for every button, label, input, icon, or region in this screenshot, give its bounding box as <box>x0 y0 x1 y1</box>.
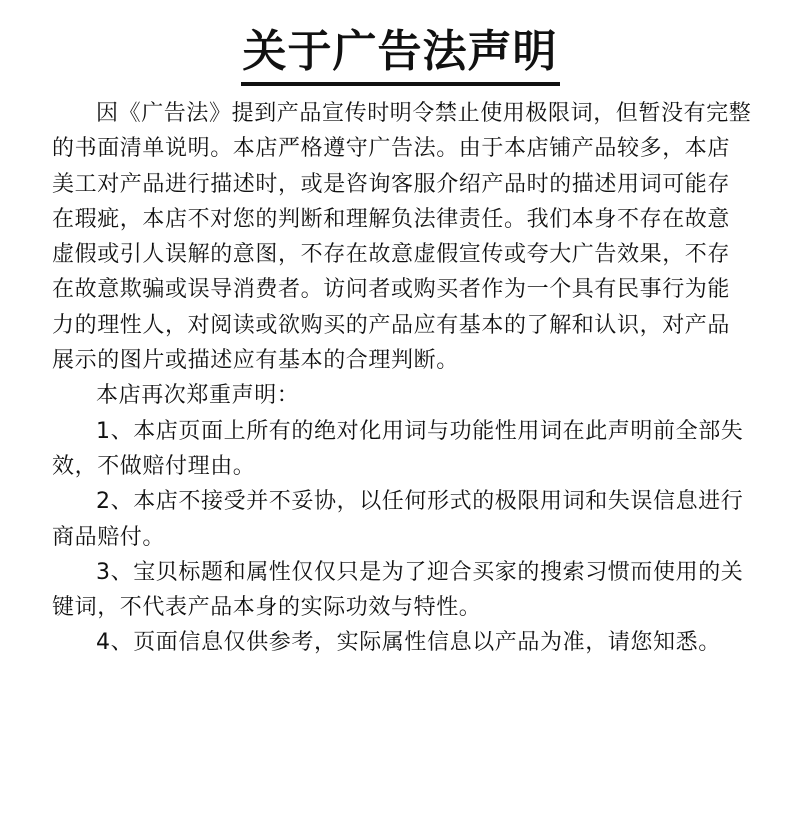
page-title: 关于广告法声明 <box>241 24 560 86</box>
statement-body <box>52 96 752 661</box>
paragraph-item-4: 4、页面信息仅供参考，实际属性信息以产品为准，请您知悉。 <box>96 630 721 656</box>
paragraph-intro: 因《广告法》提到产品宣传时明令禁止使用极限词，但暂没有完整的书面清单说明。本店严格遵守广告法。由于本店铺产品较多，本店美工对产品进行描述时，或是咨询客服介绍产品时的描述用词可能存在瑕疵，本店不对您的判断和理解负法律责任。我们本身不存在故意虚假或引人误解的意图，不存在故意虚假宣传或夸大广告效果，不存在故意欺骗或误导消费者。访问者或购买者作为一个具有民事行为能力的理性人，对阅读或欲购买的产品应有基本的了解和认识，对产品展示的图片或描述应有基本的合理判断。 <box>52 101 752 374</box>
paragraph-item-3: 3、宝贝标题和属性仅仅只是为了迎合买家的搜索习惯而使用的关键词，不代表产品本身的实际功效与特性。 <box>52 559 744 621</box>
title-container <box>0 24 800 86</box>
paragraph-declaration: 本店再次郑重声明： <box>96 383 300 409</box>
paragraph-item-1: 1、本店页面上所有的绝对化用词与功能性用词在此声明前全部失效，不做赔付理由。 <box>52 418 744 479</box>
paragraph-item-2: 2、本店不接受并不妥协，以任何形式的极限用词和失误信息进行商品赔付。 <box>52 489 744 550</box>
